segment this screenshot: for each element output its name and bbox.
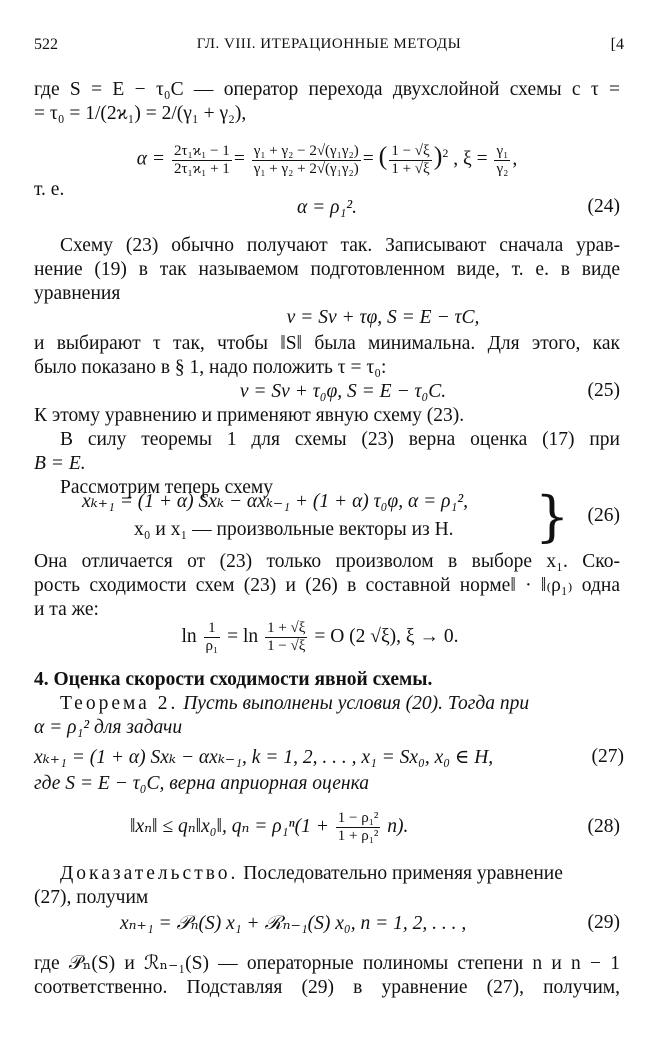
formula-text: ‖xₙ‖ ≤ qₙ‖x₀‖, qₙ = ρ₁ⁿ(1 + (130, 816, 329, 837)
equation-26-line2: x₀ и x₁ — произвольные векторы из H. (134, 519, 454, 540)
equation-v: v = Sv + τφ, S = E − τC, (286, 307, 480, 328)
denominator: 1 + ρ₁² (337, 828, 379, 845)
equation-number: (24) (587, 196, 620, 217)
formula-text: n). (387, 816, 409, 837)
equation-27: xₖ₊₁ = (1 + α) Sxₖ − αxₖ₋₁, k = 1, 2, . . . , x₁ = Sx₀, x₀ ∈ H, (34, 747, 494, 768)
equation-29: xₙ₊₁ = 𝒫ₙ(S) x₁ + ℛₙ₋₁(S) x₀, n = 1, 2, . . . , (120, 913, 467, 934)
numerator: 1 (204, 620, 221, 638)
proof-line (60, 862, 620, 886)
formula-text: ln (181, 626, 197, 647)
numerator: 2τ₁ϰ₁ − 1 (173, 142, 230, 159)
text-line: т. е. (34, 179, 65, 200)
fraction (494, 143, 510, 178)
numerator: 1 − ρ₁² (337, 810, 379, 827)
equation-number: (27) (591, 746, 624, 767)
proof-text: Последовательно применяя уравнение (238, 863, 563, 884)
text-line: рость сходимости схем (23) и (26) в составной норме‖ · ‖₍ρ₁₎ одна (34, 575, 620, 596)
text-line: соответственно. Подставляя (29) в уравнение (27), получим, (34, 977, 620, 998)
text-line: В силу теоремы 1 для схемы (23) верна оценка (17) при (60, 429, 620, 450)
formula-alpha: α = $\frac{\text{2τ₁ϰ₁ − 1}}{\text{2τ₁ϰ₁ + 1}}$ = $\frac{\text{γ₁ + γ₂ − 2√(γ₁γ₂)}}{\text{γ₁ + γ₂ + 2√(γ₁γ₂)}}$ = ( $\frac{1 - √\xi}{1 + √\xi}$ )$^2$ , ξ = $\frac{\text{γ₁}}{\text{γ₂}}$ , (136, 141, 518, 177)
numerator: 1 + √ξ (267, 620, 306, 637)
equation-number: (28) (587, 816, 620, 837)
text-line: (27), получим (34, 887, 149, 908)
equation-number: (26) (587, 505, 620, 526)
equation-number: (25) (587, 380, 620, 401)
fraction (336, 810, 381, 845)
numerator: γ₁ + γ₂ − 2√(γ₁γ₂) (253, 142, 359, 159)
text-line: и та же: (34, 599, 99, 620)
fraction (252, 143, 361, 178)
text-line: = τ₀ = 1/(2ϰ₁) = 2/(γ₁ + γ₂), (34, 103, 247, 124)
fraction (172, 143, 232, 178)
page-header (34, 36, 624, 58)
formula-ln (80, 614, 560, 660)
fraction (389, 143, 431, 178)
fraction (204, 620, 221, 655)
denominator: ρ₁ (205, 638, 219, 655)
running-title: ГЛ. VIII. ИТЕРАЦИОННЫЕ МЕТОДЫ (196, 36, 462, 52)
theorem-line (60, 692, 620, 716)
denominator: γ₁ + γ₂ + 2√(γ₁γ₂) (253, 160, 359, 177)
equation-number: (29) (587, 912, 620, 933)
section-mark: [4 (610, 36, 624, 53)
text-line: где S = E − τ₀C, верна априорная оценка (34, 773, 369, 794)
text-line: К этому уравнению и применяют явную схему (23). (34, 405, 465, 426)
equation-24: α = ρ₁². (296, 197, 357, 218)
denominator: 2τ₁ϰ₁ + 1 (173, 160, 230, 177)
right-brace: } (535, 485, 570, 548)
text-line: нение (19) в так называемом подготовленном виде, т. е. в виде (34, 259, 620, 280)
text-line: α = ρ₁² для задачи (34, 717, 183, 738)
formula-text: α = (136, 148, 166, 170)
text-line: B = E. (34, 453, 86, 474)
text-line: уравнения (34, 283, 121, 304)
proof-word: Доказательство. (60, 863, 239, 884)
equation-25: v = Sv + τ₀φ, S = E − τ₀C. (239, 381, 447, 402)
formula-text: , ξ = (453, 148, 488, 170)
numerator: 1 − √ξ (391, 142, 430, 159)
denominator: 1 − √ξ (267, 638, 306, 655)
numerator: γ₁ (496, 142, 509, 159)
section-heading: 4. Оценка скорости сходимости явной схемы. (34, 669, 433, 690)
text-line: Она отличается от (23) только произволом в выборе x₁. Ско- (34, 551, 620, 572)
formula-text: = ln (227, 626, 259, 647)
text-line: где S = E − τ₀C — оператор перехода двухслойной схемы с τ = (34, 79, 620, 100)
text-line: где 𝒫ₙ(S) и ℛₙ₋₁(S) — операторные полиномы степени n и n − 1 (34, 953, 620, 974)
formula-text: = O (2 √ξ), ξ → 0. (314, 626, 459, 647)
denominator: γ₂ (496, 160, 509, 177)
text-line: и выбирают τ так, чтобы ‖S‖ была минимальна. Для этого, как (34, 333, 620, 354)
equation-28 (130, 804, 510, 850)
fraction (265, 620, 307, 655)
denominator: 1 + √ξ (391, 160, 430, 177)
theorem-text: Пусть выполнены условия (20). Тогда при (178, 693, 530, 714)
theorem-word: Теорема 2. (60, 693, 179, 714)
page-number: 522 (34, 36, 58, 53)
text-line: было показано в § 1, надо положить τ = τ₀: (34, 357, 387, 378)
text-line: Рассмотрим теперь схему (60, 477, 273, 498)
text-line: Схему (23) обычно получают так. Записывают сначала урав- (60, 235, 620, 256)
equation-26-line1: xₖ₊₁ = (1 + α) Sxₖ − αxₖ₋₁ + (1 + α) τ₀φ, α = ρ₁², (82, 491, 468, 512)
